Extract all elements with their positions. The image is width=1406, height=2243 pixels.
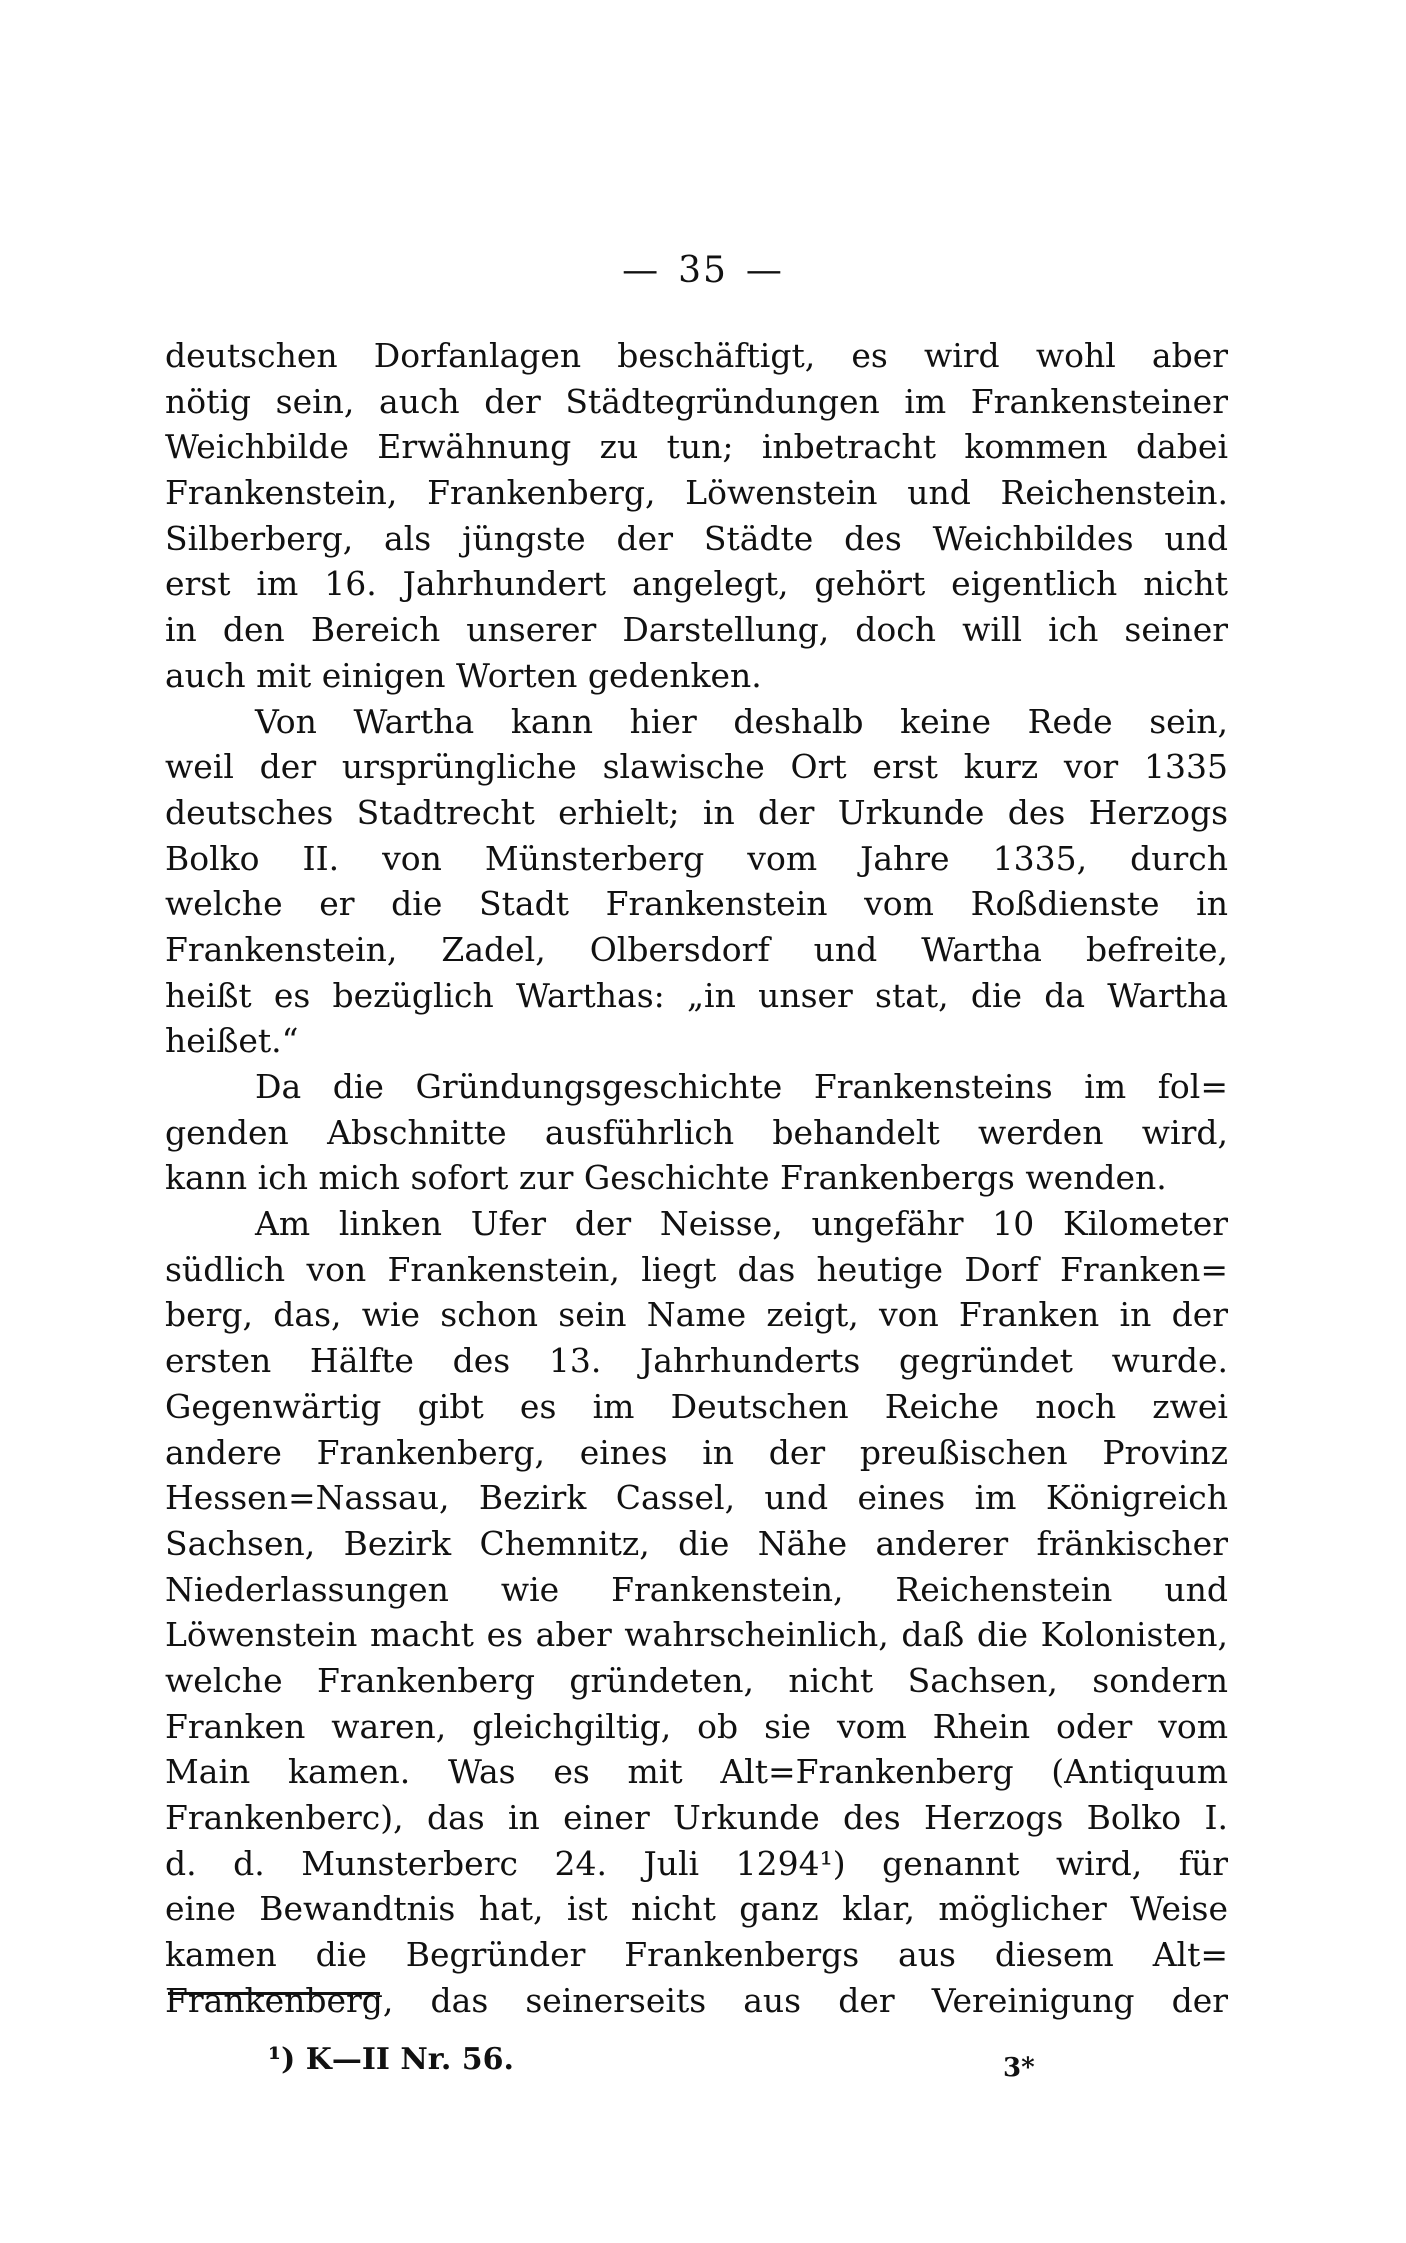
text-line: welche Frankenberg gründeten, nicht Sachsen, sondern <box>165 1660 1228 1700</box>
text-line: Silberberg, als jüngste der Städte des Weichbildes und <box>165 518 1228 558</box>
text-line: Weichbilde Erwähnung zu tun; inbetracht kommen dabei <box>165 427 1228 467</box>
text-line: erst im 16. Jahrhundert angelegt, gehört eigentlich nicht <box>165 564 1228 604</box>
text-line: südlich von Frankenstein, liegt das heutige Dorf Franken= <box>165 1249 1228 1289</box>
text-line: Niederlassungen wie Frankenstein, Reichenstein und <box>165 1569 1228 1609</box>
text-line: andere Frankenberg, eines in der preußischen Provinz <box>165 1432 1228 1472</box>
page-number-value: 35 <box>678 250 728 291</box>
text-line: kann ich mich sofort zur Geschichte Frankenbergs wenden. <box>165 1158 1167 1198</box>
text-line: Frankenstein, Zadel, Olbersdorf und Wartha befreite, <box>165 929 1228 969</box>
text-line: Am linken Ufer der Neisse, ungefähr 10 Kilometer <box>255 1204 1228 1244</box>
text-line: Löwenstein macht es aber wahrscheinlich, daß die Kolonisten, <box>165 1615 1228 1655</box>
text-line: deutschen Dorfanlagen beschäftigt, es wird wohl aber <box>165 336 1228 375</box>
text-line: genden Abschnitte ausführlich behandelt werden wird, <box>165 1112 1228 1152</box>
page-number-dash-left: — <box>622 250 661 291</box>
text-line: heißt es bezüglich Warthas: „in unser stat, die da Wartha <box>165 975 1228 1015</box>
sheet-signature: 3* <box>1003 2053 1035 2083</box>
text-line: Frankenstein, Frankenberg, Löwenstein und Reichenstein. <box>165 473 1228 513</box>
footnote <box>268 2042 514 2077</box>
text-line: Gegenwärtig gibt es im Deutschen Reiche noch zwei <box>165 1386 1228 1426</box>
text-line: deutsches Stadtrecht erhielt; in der Urkunde des Herzogs <box>165 792 1228 832</box>
text-line: Hessen=Nassau, Bezirk Cassel, und eines im Königreich <box>165 1478 1228 1518</box>
text-line: nötig sein, auch der Städtegründungen im Frankensteiner <box>165 381 1228 421</box>
text-line: ersten Hälfte des 13. Jahrhunderts gegründet wurde. <box>165 1341 1228 1381</box>
text-line: Main kamen. Was es mit Alt=Frankenberg (Antiquum <box>165 1752 1228 1792</box>
page-number-dash-right: — <box>745 250 784 291</box>
text-line: in den Bereich unserer Darstellung, doch will ich seiner <box>165 610 1228 650</box>
text-line: d. d. Munsterberc 24. Juli 1294¹) genannt wird, für <box>165 1843 1228 1883</box>
text-line: Frankenberg, das seinerseits aus der Vereinigung der <box>165 1980 1228 2020</box>
footnote-marker: ¹) <box>268 2042 296 2077</box>
text-line: Franken waren, gleichgiltig, ob sie vom Rhein oder vom <box>165 1706 1228 1746</box>
text-line: Bolko II. von Münsterberg vom Jahre 1335, durch <box>165 838 1228 878</box>
text-line: Da die Gründungsgeschichte Frankensteins im fol= <box>255 1067 1228 1106</box>
page-number <box>0 250 1406 291</box>
text-line: heißet.“ <box>165 1021 299 1061</box>
footnote-divider <box>168 1992 380 1995</box>
text-line: weil der ursprüngliche slawische Ort erst kurz vor 1335 <box>165 747 1228 787</box>
text-line: kamen die Begründer Frankenbergs aus diesem Alt= <box>165 1935 1228 1975</box>
footnote-text: K—II Nr. 56. <box>305 2042 514 2077</box>
text-line: welche er die Stadt Frankenstein vom Roßdienste in <box>165 884 1228 924</box>
text-line: Sachsen, Bezirk Chemnitz, die Nähe anderer fränkischer <box>165 1523 1228 1563</box>
body-text <box>165 333 1228 2023</box>
text-line: eine Bewandtnis hat, ist nicht ganz klar, möglicher Weise <box>165 1889 1228 1929</box>
text-line: Von Wartha kann hier deshalb keine Rede sein, <box>255 701 1228 741</box>
text-line: berg, das, wie schon sein Name zeigt, von Franken in der <box>165 1295 1228 1335</box>
text-line: auch mit einigen Worten gedenken. <box>165 655 762 695</box>
text-line: Frankenberc), das in einer Urkunde des Herzogs Bolko I. <box>165 1798 1228 1837</box>
